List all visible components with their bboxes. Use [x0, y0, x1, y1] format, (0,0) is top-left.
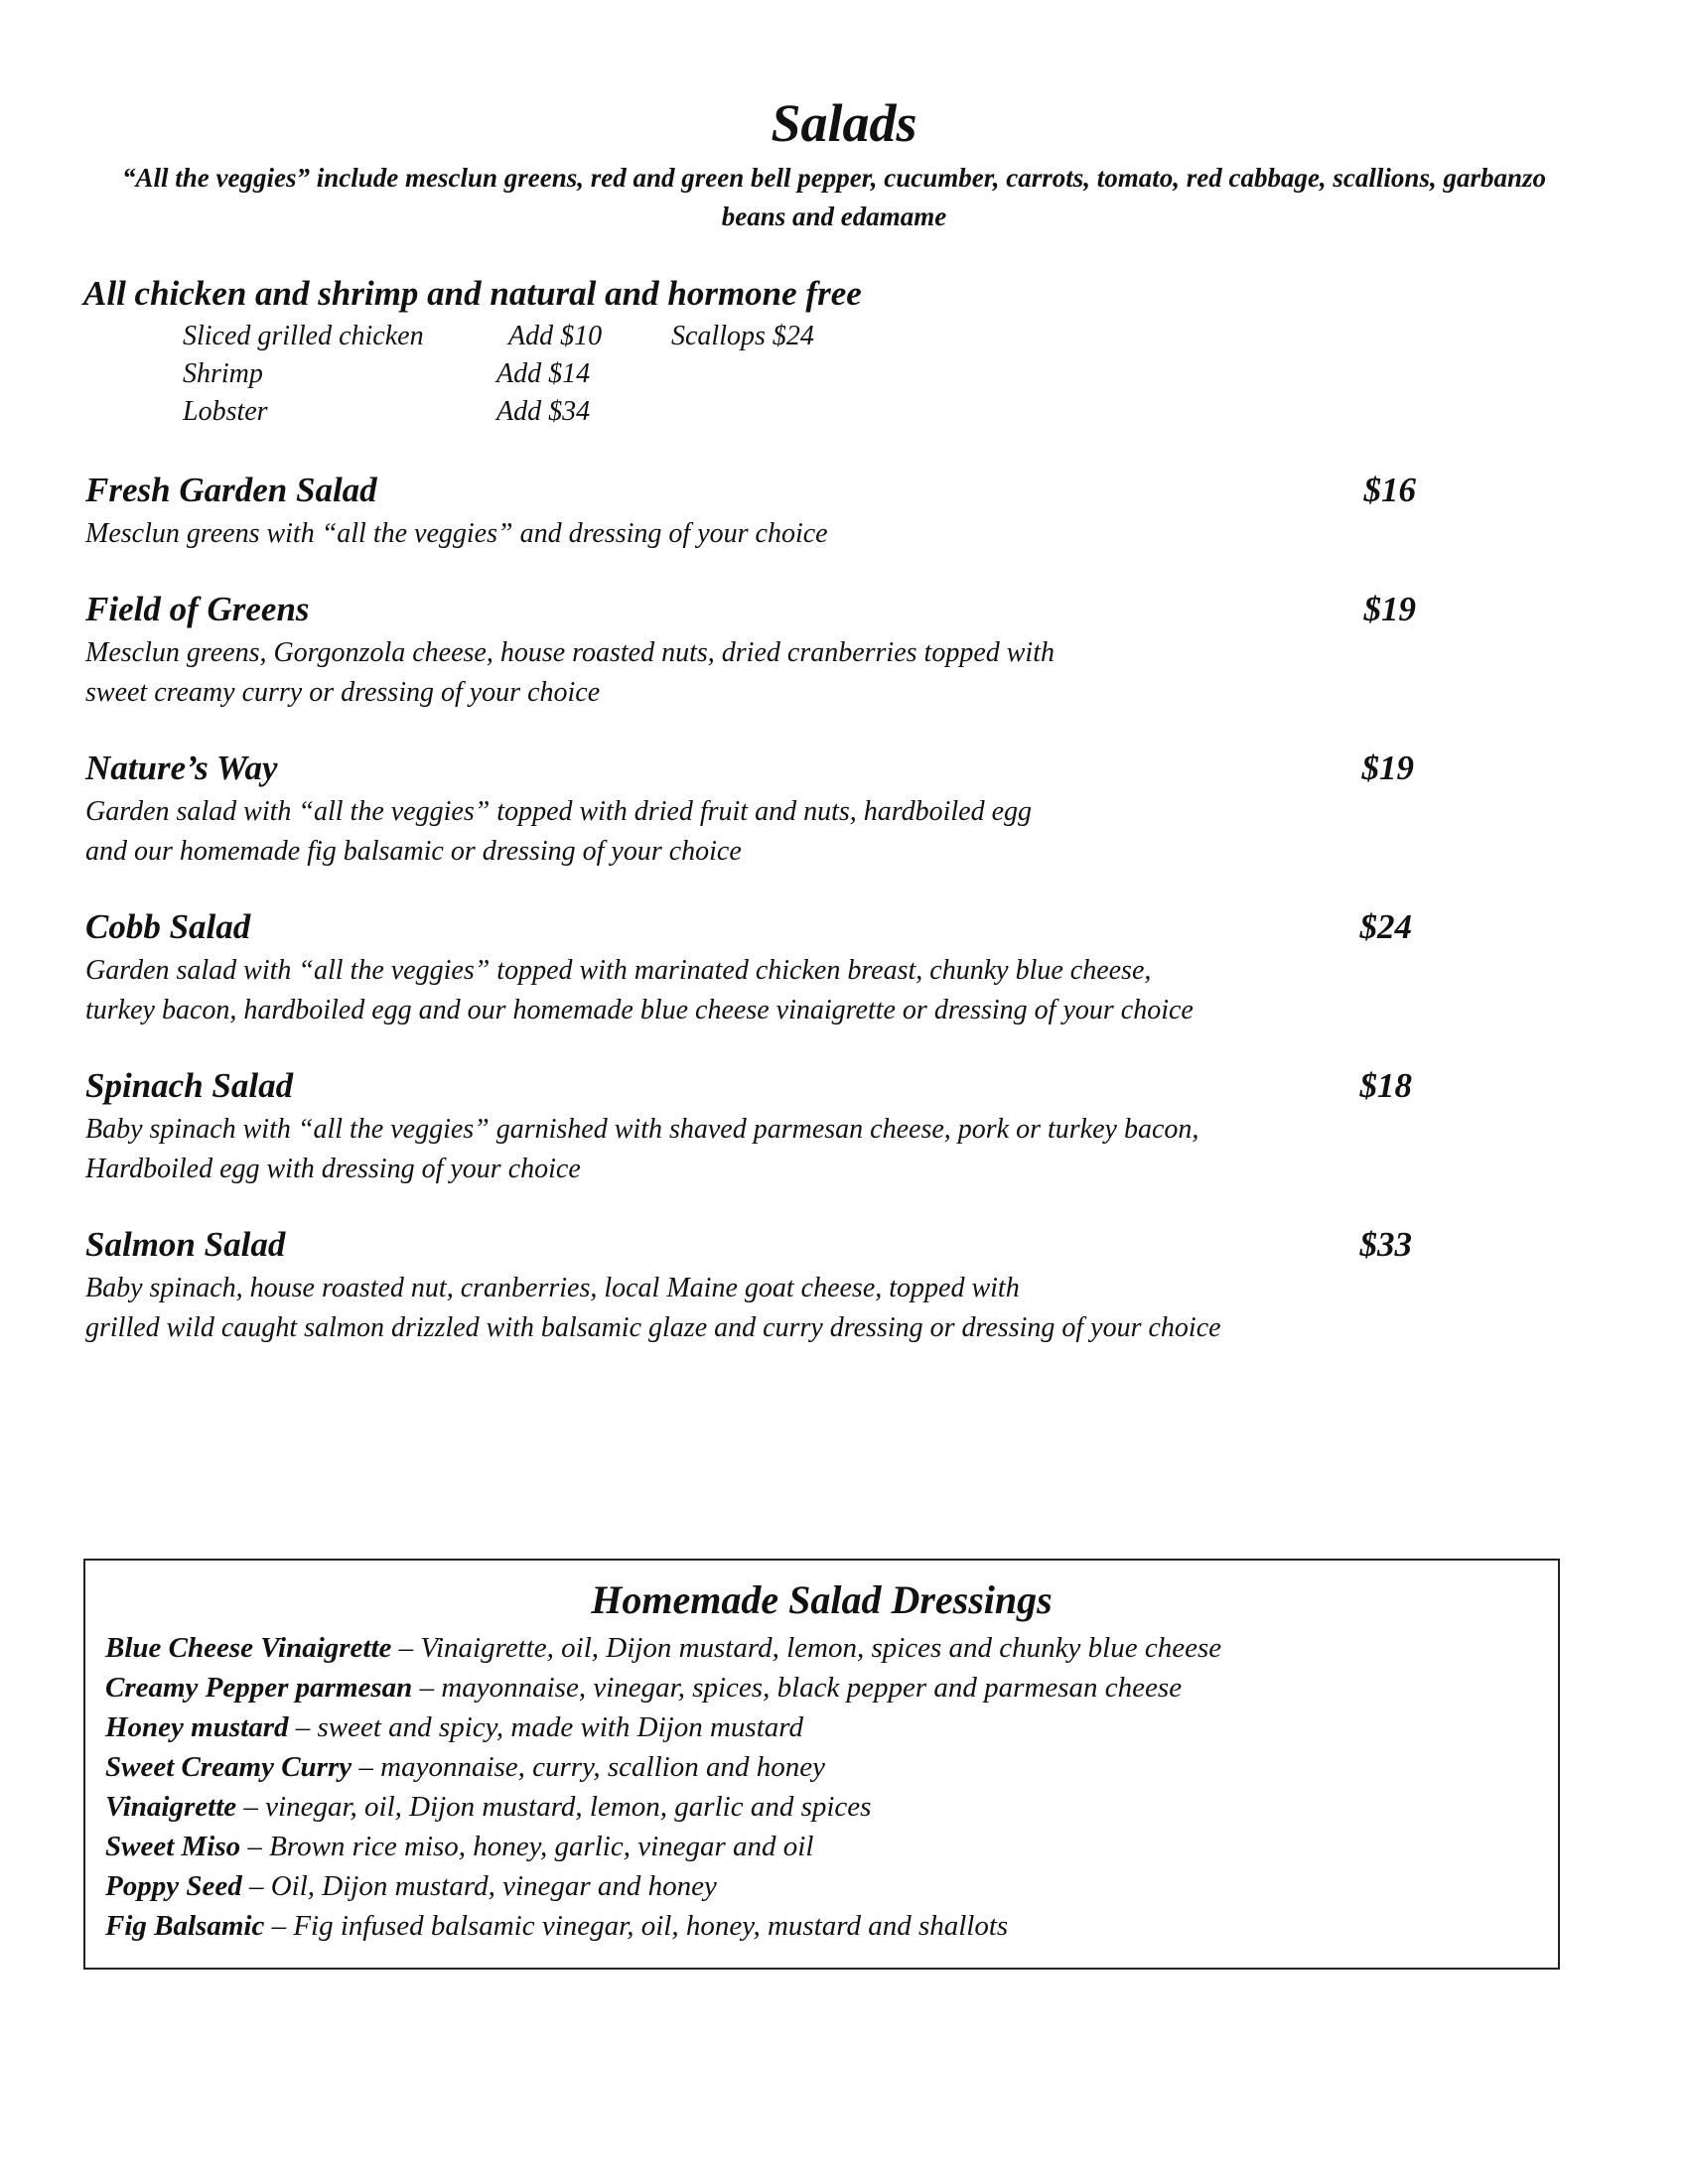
dressing-description: mayonnaise, curry, scallion and honey: [380, 1751, 825, 1783]
dressing-item: Vinaigrette – vinegar, oil, Dijon mustard, lemon, garlic and spices: [105, 1791, 872, 1823]
dressing-item: Creamy Pepper parmesan – mayonnaise, vinegar, spices, black pepper and parmesan cheese: [105, 1672, 1183, 1704]
salad-description: [85, 1110, 1555, 1189]
dressing-name: Blue Cheese Vinaigrette: [105, 1632, 392, 1664]
dressing-item: Fig Balsamic – Fig infused balsamic vinegar, oil, honey, mustard and shallots: [105, 1910, 1009, 1942]
salad-price: $24: [1359, 907, 1412, 946]
dressing-description: mayonnaise, vinegar, spices, black pepper and parmesan cheese: [441, 1672, 1183, 1704]
protein-price: Add $34: [496, 396, 591, 427]
protein-name: Shrimp: [183, 358, 263, 389]
protein-name: Lobster: [183, 396, 268, 427]
dressing-name: Creamy Pepper parmesan: [105, 1672, 413, 1704]
salad-price: $19: [1363, 590, 1416, 628]
dressing-name: Honey mustard: [105, 1711, 289, 1743]
salad-name: Spinach Salad: [85, 1066, 294, 1105]
veggies-note: “All the veggies” include mesclun greens, red and green bell pepper, cucumber, carrots, tomato, red cabbage, scallions, garbanzo beans and edamame: [122, 163, 1546, 231]
salad-price: $18: [1359, 1066, 1412, 1105]
salad-description: [85, 951, 1555, 1030]
description-line: Baby spinach, house roasted nut, cranberries, local Maine goat cheese, topped with: [85, 1273, 1020, 1303]
dressings-title: Homemade Salad Dressings: [591, 1577, 1053, 1622]
salad-name: Fresh Garden Salad: [85, 471, 377, 509]
description-line: Baby spinach with “all the veggies” garnished with shaved parmesan cheese, pork or turkey bacon,: [85, 1114, 1199, 1145]
protein-extra: Scallops $24: [671, 321, 814, 351]
dressings-box: [83, 1559, 1560, 1970]
page-title: Salads: [771, 93, 917, 153]
description-line: sweet creamy curry or dressing of your choice: [85, 677, 601, 708]
dressing-description: Oil, Dijon mustard, vinegar and honey: [270, 1870, 717, 1902]
protein-name: Sliced grilled chicken: [183, 321, 424, 351]
dressings-list: [105, 1628, 1221, 1946]
dressing-description: Fig infused balsamic vinegar, oil, honey, mustard and shallots: [293, 1910, 1009, 1942]
description-line: Mesclun greens, Gorgonzola cheese, house roasted nuts, dried cranberries topped with: [85, 637, 1055, 668]
dressing-item: Blue Cheese Vinaigrette – Vinaigrette, oil, Dijon mustard, lemon, spices and chunky blue cheese: [105, 1632, 1222, 1664]
salad-description: Mesclun greens with “all the veggies” and dressing of your choice: [85, 518, 828, 549]
dressing-description: Vinaigrette, oil, Dijon mustard, lemon, spices and chunky blue cheese: [420, 1632, 1222, 1664]
salad-price: $19: [1361, 749, 1414, 787]
dressing-name: Vinaigrette: [105, 1791, 237, 1823]
salad-name: Nature’s Way: [85, 749, 278, 787]
dressing-item: Honey mustard – sweet and spicy, made with Dijon mustard: [105, 1711, 803, 1743]
description-line: Garden salad with “all the veggies” topped with marinated chicken breast, chunky blue cheese,: [85, 955, 1152, 986]
protein-price: Add $10: [508, 321, 603, 351]
description-line: Hardboiled egg with dressing of your choice: [85, 1154, 581, 1184]
salad-price: $16: [1363, 471, 1416, 509]
dressing-name: Fig Balsamic: [105, 1910, 265, 1942]
salad-price: $33: [1359, 1225, 1412, 1264]
description-line: Garden salad with “all the veggies” topped with dried fruit and nuts, hardboiled egg: [85, 796, 1033, 827]
dressing-name: Sweet Miso: [105, 1831, 241, 1862]
salad-name: Field of Greens: [85, 590, 310, 628]
dressing-item: Sweet Creamy Curry – mayonnaise, curry, scallion and honey: [105, 1751, 825, 1783]
dressing-item: Poppy Seed – Oil, Dijon mustard, vinegar and honey: [105, 1870, 717, 1902]
salad-description: [85, 1269, 1575, 1348]
description-line: turkey bacon, hardboiled egg and our homemade blue cheese vinaigrette or dressing of your choice: [85, 995, 1194, 1025]
salad-description: [85, 633, 1476, 713]
salad-name: Salmon Salad: [85, 1225, 286, 1264]
dressing-description: Brown rice miso, honey, garlic, vinegar and oil: [269, 1831, 814, 1862]
dressing-description: sweet and spicy, made with Dijon mustard: [317, 1711, 803, 1743]
dressing-item: Sweet Miso – Brown rice miso, honey, garlic, vinegar and oil: [105, 1831, 814, 1862]
dressing-name: Poppy Seed: [105, 1870, 242, 1902]
salad-description: [85, 792, 1476, 872]
description-line: grilled wild caught salmon drizzled with balsamic glaze and curry dressing or dressing of your choice: [85, 1312, 1221, 1343]
dressing-name: Sweet Creamy Curry: [105, 1751, 352, 1783]
salad-name: Cobb Salad: [85, 907, 251, 946]
description-line: and our homemade fig balsamic or dressing of your choice: [85, 836, 742, 867]
protein-price: Add $14: [496, 358, 591, 389]
proteins-heading: All chicken and shrimp and natural and hormone free: [83, 274, 862, 313]
dressing-description: vinegar, oil, Dijon mustard, lemon, garlic and spices: [265, 1791, 872, 1823]
